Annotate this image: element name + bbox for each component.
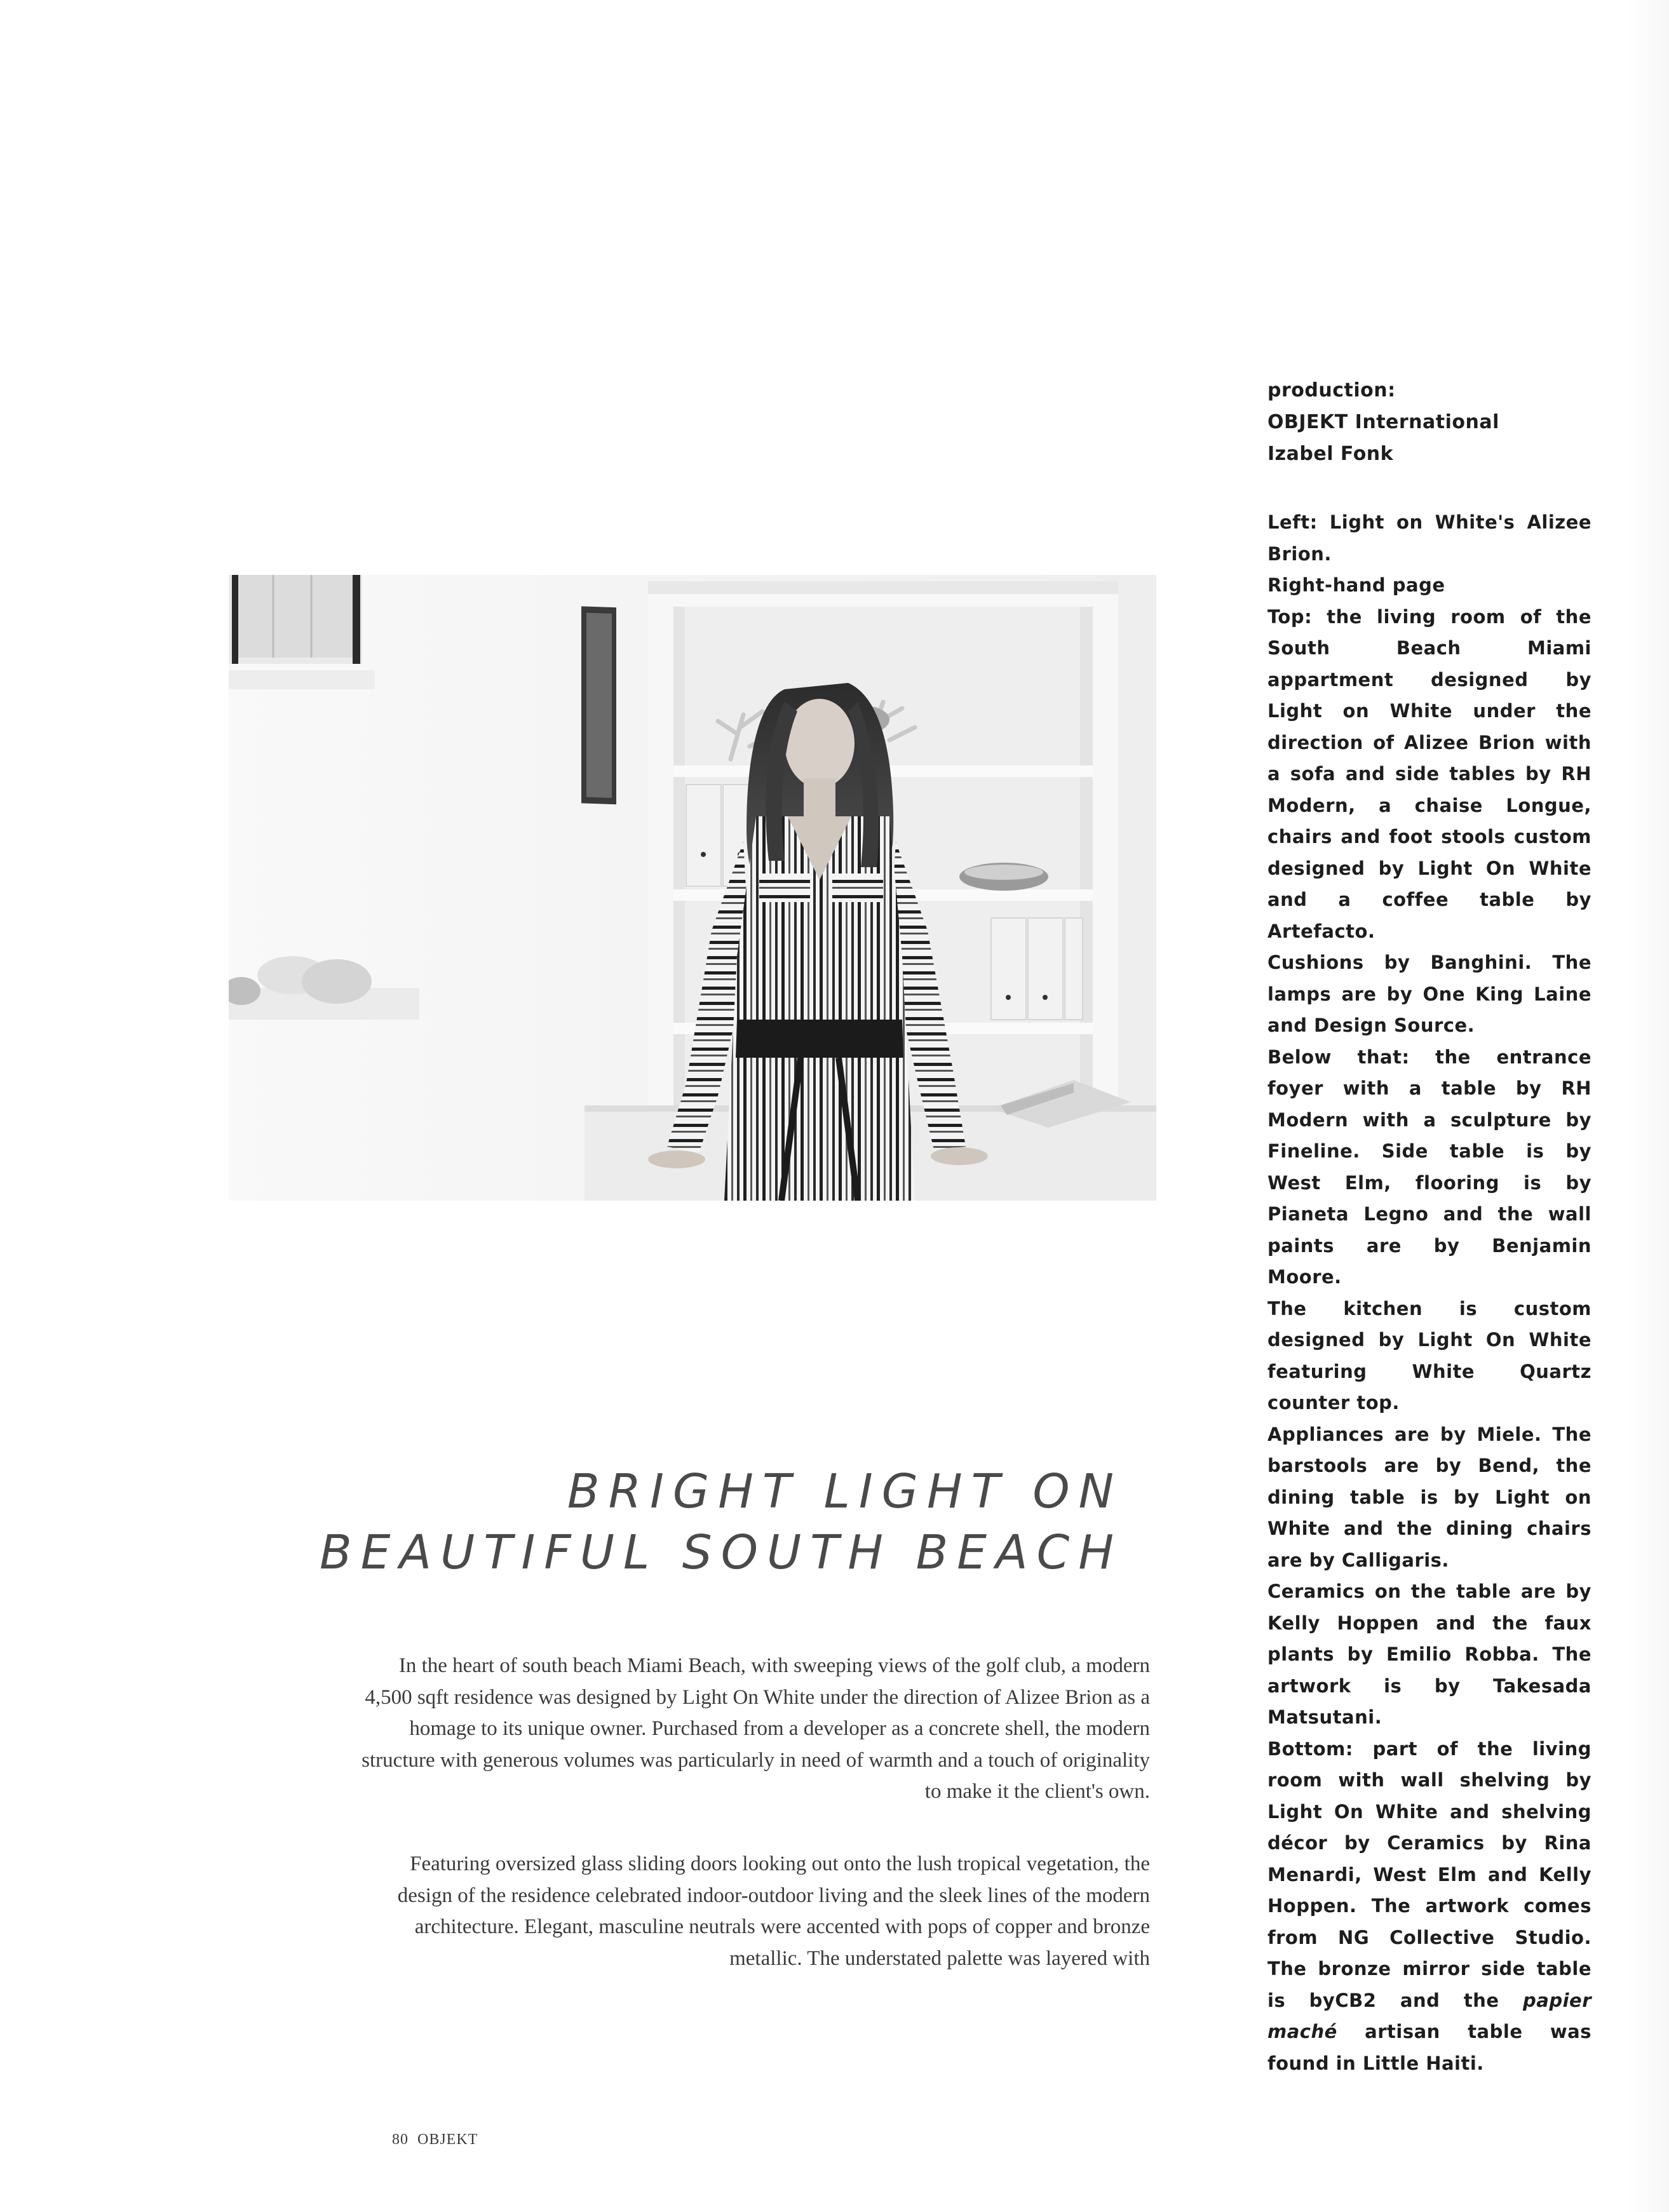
caption-cushions: Cushions by Banghini. The lamps are by One King Laine and Design Source. <box>1267 952 1591 1036</box>
portrait-photo <box>229 575 1156 1201</box>
article-headline <box>297 1461 1123 1583</box>
wall-artwork <box>581 606 616 804</box>
body-paragraph-2: Featuring oversized glass sliding doors looking out onto the lush tropical vegetation, the design of the residence celebrated indoor-outdoor living and the sleek lines of the modern architecture. Elegant, masculine neutrals were accented with pops of copper and bronze metallic. The understated palette was layered with <box>397 1852 1150 1970</box>
body-paragraph-1: In the heart of south beach Miami Beach, with sweeping views of the golf club, a modern 4,500 sqft residence was designed by Light On White under the direction of Alizee Brion as a homage to its unique owner. Purchased from a developer as a concrete shell, the modern structure with generous volumes was particularly in need of warmth and a touch of originality to make it the client's own. <box>362 1654 1150 1803</box>
caption-top: Top: the living room of the South Beach Miami appartment designed by Light on White under the direction of Alizee Brion with a sofa and side tables by RH Modern, a chaise Longue, chairs and foot stools custom designed by Light On White and a coffee table by Artefacto. <box>1267 605 1591 942</box>
headline-line-2: BEAUTIFUL SOUTH BEACH <box>319 1525 1123 1580</box>
magazine-name: OBJEKT <box>417 2131 478 2148</box>
production-label: production: <box>1267 379 1396 401</box>
caption-bottom <box>1267 1734 1591 2080</box>
production-person: Izabel Fonk <box>1267 443 1394 465</box>
page-gutter-shade <box>1626 0 1669 2212</box>
caption-below: Below that: the entrance foyer with a table by RH Modern with a sculpture by Fineline. Side table is by West Elm, flooring is by Pianeta Legno and the wall paints are by Benjamin Moore. <box>1267 1046 1591 1288</box>
caption-bottom-italic: papier maché <box>1267 1989 1591 2042</box>
headline-line-1: BRIGHT LIGHT ON <box>567 1464 1123 1519</box>
photo-captions <box>1267 507 1591 2079</box>
caption-left: Left: Light on White's Alizee Brion. <box>1267 511 1591 565</box>
caption-bottom-end: artisan table was found in Little Haiti. <box>1267 2021 1591 2074</box>
lantern <box>229 575 362 664</box>
caption-kitchen: The kitchen is custom designed by Light On White featuring White Quartz counter top. <box>1267 1297 1591 1413</box>
page-number: 80 <box>392 2131 409 2148</box>
caption-appliances: Appliances are by Miele. The barstools are by Bend, the dining table is by Light on White and the dining chairs are by Calligaris. <box>1267 1423 1591 1571</box>
caption-ceramics: Ceramics on the table are by Kelly Hoppen and the faux plants by Emilio Robba. The artwork is by Takesada Matsutani. <box>1267 1581 1591 1728</box>
caption-bottom-start: Bottom: part of the living room with wall shelving by Light On White and shelving décor by Ceramics by Rina Menardi, West Elm and Kelly Hoppen. The artwork comes from NG Collective Studio. The bronze mirror side table is byCB2 and the <box>1267 1737 1591 2011</box>
production-credits <box>1267 375 1591 470</box>
page-folio <box>392 2131 478 2148</box>
credits-column <box>1267 375 1591 2079</box>
caption-right-heading: Right-hand page <box>1267 574 1445 596</box>
production-company: OBJEKT International <box>1267 411 1499 433</box>
